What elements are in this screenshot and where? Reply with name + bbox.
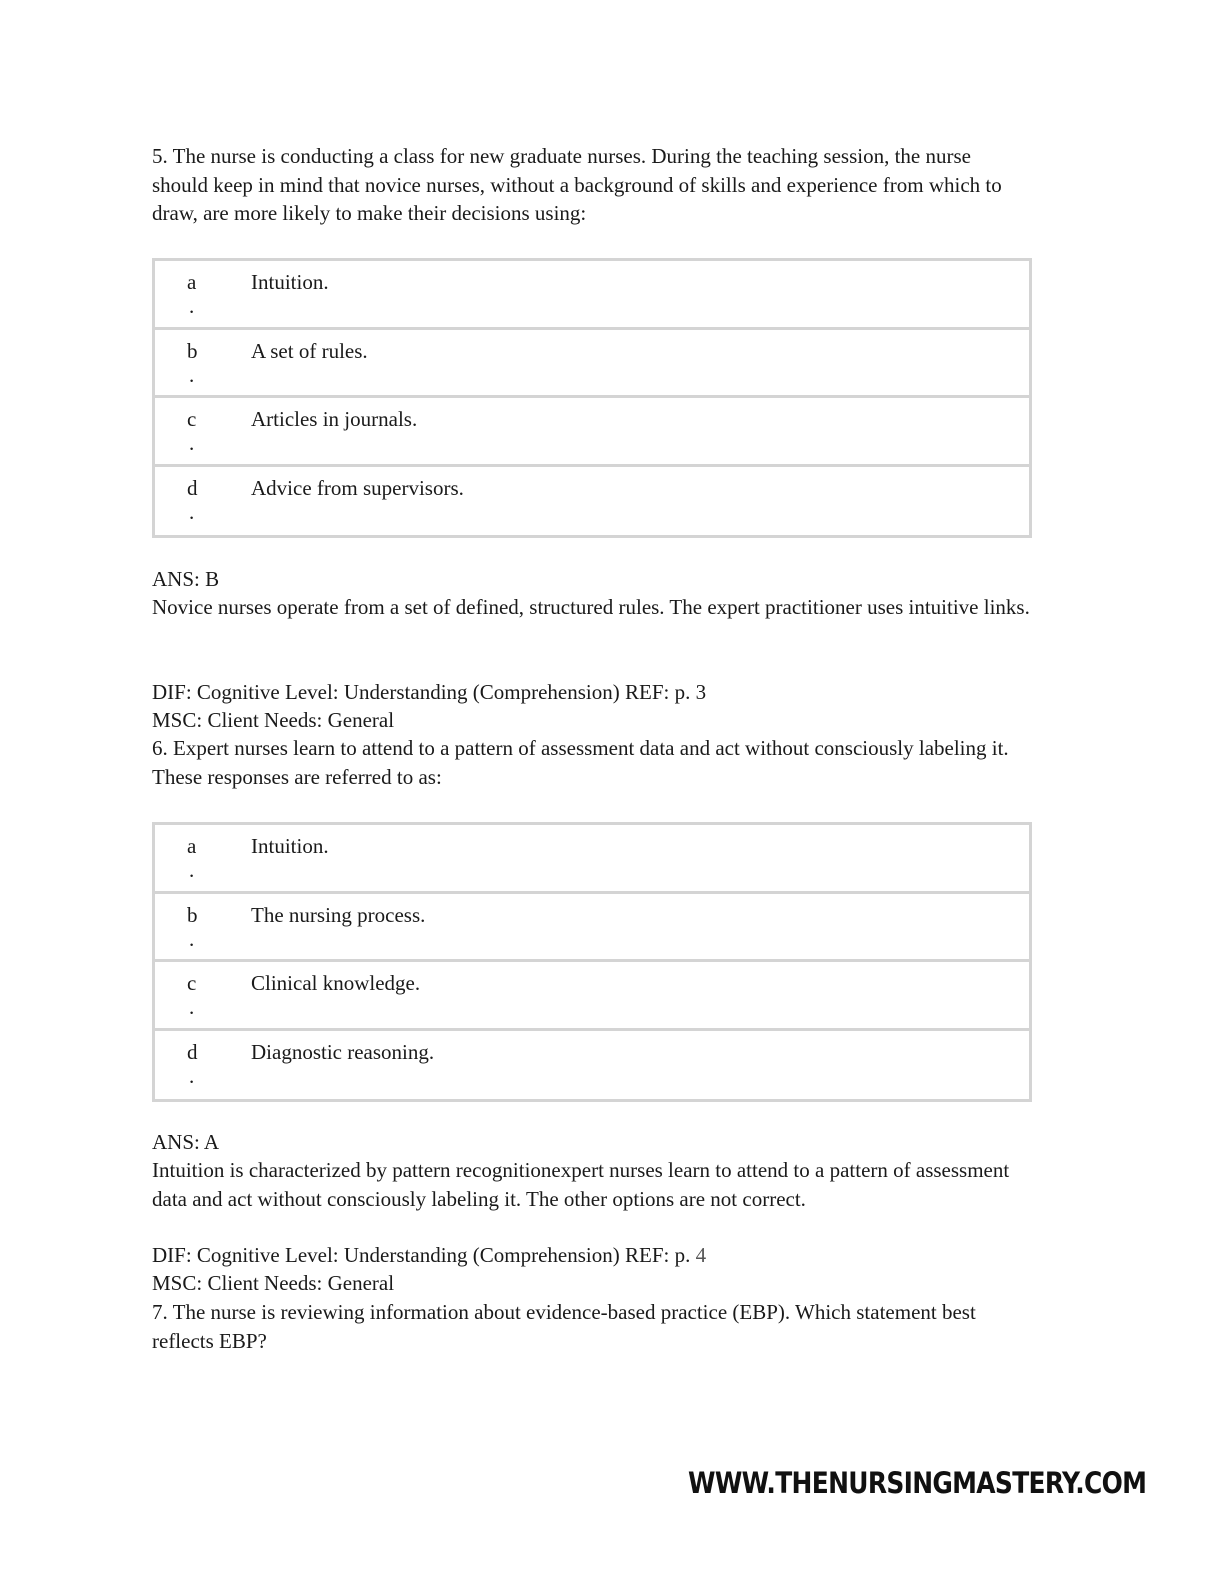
question-5-msc: MSC: Client Needs: General bbox=[152, 708, 395, 732]
option-text: Intuition. bbox=[251, 834, 329, 858]
option-row bbox=[155, 330, 1029, 399]
option-text: A set of rules. bbox=[251, 338, 368, 363]
question-6-answer: ANS: A bbox=[152, 1130, 220, 1154]
option-dot: . bbox=[189, 362, 195, 387]
option-letter: d bbox=[187, 1039, 198, 1064]
option-row bbox=[155, 398, 1029, 467]
question-5-answer: ANS: B bbox=[152, 567, 220, 591]
question-6-rationale: Intuition is characterized by pattern recognitionexpert nurses learn to attend to a pattern of assessment data and act without consciously labeling it. The other options are not correct. bbox=[152, 1158, 1010, 1211]
option-letter: d bbox=[187, 475, 198, 500]
option-row bbox=[155, 261, 1029, 330]
option-dot: . bbox=[189, 1063, 195, 1088]
question-5-rationale: Novice nurses operate from a set of defined, structured rules. The expert practitioner uses intuitive links. bbox=[152, 595, 1030, 619]
option-text: Diagnostic reasoning. bbox=[251, 1039, 435, 1064]
option-text: Clinical knowledge. bbox=[251, 971, 421, 995]
footer-website-url: WWW.THENURSINGMASTERY.COM bbox=[688, 1466, 1147, 1500]
option-dot: . bbox=[189, 431, 195, 455]
option-text: Advice from supervisors. bbox=[251, 475, 464, 500]
question-5-stem: 5. The nurse is conducting a class for new graduate nurses. During the teaching session, the nurse should keep in mind that novice nurses, without a background of skills and experience from which to draw, are more likely to make their decisions using: bbox=[152, 144, 1002, 225]
option-text: Articles in journals. bbox=[251, 407, 418, 431]
option-letter: c bbox=[187, 407, 197, 431]
option-dot: . bbox=[189, 995, 195, 1019]
question-7-stem: 7. The nurse is reviewing information about evidence-based practice (EBP). Which statement best reflects EBP? bbox=[152, 1300, 976, 1353]
question-6-options bbox=[152, 822, 1032, 1102]
option-letter: c bbox=[187, 971, 197, 995]
option-letter: b bbox=[187, 902, 198, 927]
option-row bbox=[155, 467, 1029, 536]
option-dot: . bbox=[189, 926, 195, 951]
question-6-msc: MSC: Client Needs: General bbox=[152, 1271, 395, 1295]
option-letter: a bbox=[187, 834, 197, 858]
option-dot: . bbox=[189, 858, 195, 882]
question-5-dif: DIF: Cognitive Level: Understanding (Comprehension) REF: p. 3 bbox=[152, 680, 707, 704]
option-letter: a bbox=[187, 270, 197, 294]
option-letter: b bbox=[187, 338, 198, 363]
question-6-stem: 6. Expert nurses learn to attend to a pattern of assessment data and act without consciously labeling it. These responses are referred to as: bbox=[152, 736, 1009, 789]
dif-page: 4 bbox=[695, 1243, 707, 1267]
question-5-options bbox=[152, 258, 1032, 538]
option-dot: . bbox=[189, 294, 195, 318]
option-row bbox=[155, 825, 1029, 894]
option-dot: . bbox=[189, 499, 195, 524]
dif-text: DIF: Cognitive Level: Understanding (Comprehension) REF: p. bbox=[152, 1243, 696, 1267]
option-row bbox=[155, 1031, 1029, 1100]
option-text: Intuition. bbox=[251, 270, 329, 294]
question-6-dif bbox=[152, 1241, 1032, 1270]
option-text: The nursing process. bbox=[251, 902, 426, 927]
option-row bbox=[155, 962, 1029, 1031]
option-row bbox=[155, 894, 1029, 963]
